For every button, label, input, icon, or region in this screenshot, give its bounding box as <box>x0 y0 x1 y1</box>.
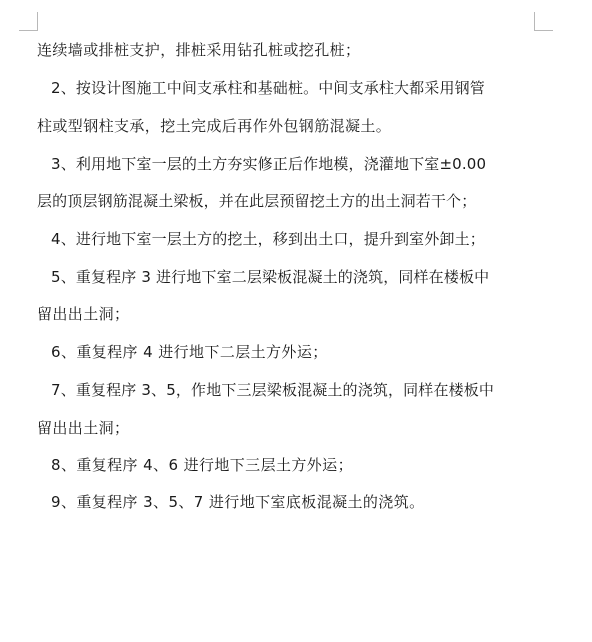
text-line: 柱或型钢柱支承，挖土完成后再作外包钢筋混凝土。 <box>37 117 392 135</box>
text-line: 5、重复程序 3 进行地下室二层梁板混凝土的浇筑，同样在楼板中 <box>51 268 490 286</box>
text-line: 留出出土洞； <box>37 419 130 437</box>
page-corner-mark-top-left <box>19 12 38 31</box>
text-line: 6、重复程序 4 进行地下二层土方外运； <box>51 343 328 361</box>
text-line: 9、重复程序 3、5、7 进行地下室底板混凝土的浇筑。 <box>51 493 425 511</box>
text-line: 层的顶层钢筋混凝土梁板，并在此层预留挖土方的出土洞若干个； <box>37 192 477 210</box>
text-line: 4、进行地下室一层土方的挖土，移到出土口，提升到室外卸土； <box>51 230 485 248</box>
page-corner-mark-top-right <box>534 12 553 31</box>
text-line: 连续墙或排桩支护，排桩采用钻孔桩或挖孔桩； <box>37 41 361 59</box>
text-line: 2、按设计图施工中间支承柱和基础桩。中间支承柱大都采用钢管 <box>51 79 485 97</box>
text-line: 7、重复程序 3、5，作地下三层梁板混凝土的浇筑，同样在楼板中 <box>51 381 495 399</box>
text-line: 3、利用地下室一层的土方夯实修正后作地模，浇灌地下室±0.00 <box>51 155 487 173</box>
text-line: 留出出土洞； <box>37 305 130 323</box>
text-line: 8、重复程序 4、6 进行地下三层土方外运； <box>51 456 353 474</box>
